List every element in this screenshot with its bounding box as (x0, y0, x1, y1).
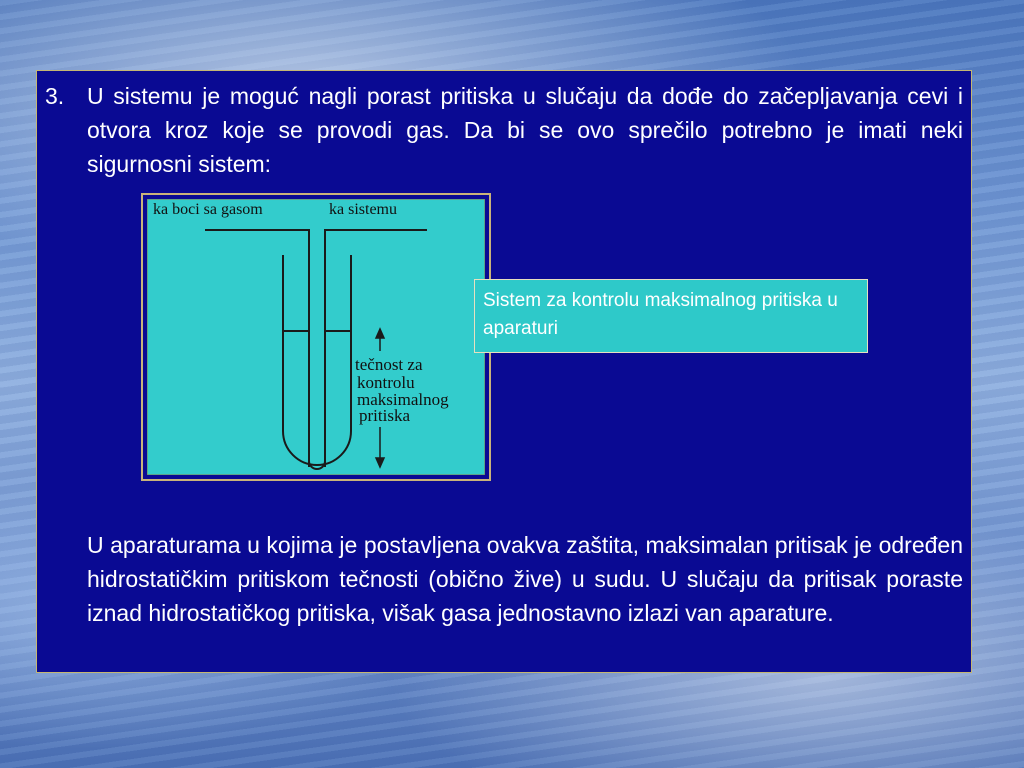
label-to-system: ka sistemu (329, 201, 397, 218)
content-panel (36, 70, 972, 673)
liquid-label-line-1: tečnost za (355, 355, 423, 374)
point-paragraph (45, 79, 963, 181)
body-paragraph: U aparaturama u kojima je postavljena ovakva zaštita, maksimalan pritisak je određen hidrostatičkim pritiskom tečnosti (obično žive) u sudu. U slučaju da pritisak poraste iznad hidrostatičkog pritiska, višak gasa jednostavno izlazi van aparature. (87, 532, 963, 626)
u-tube-drawing (147, 199, 485, 475)
point-text: U sistemu je moguć nagli porast pritiska u slučaju da dođe do začepljavanja cevi i otvora kroz koje se provodi gas. Da bi se ovo sprečilo potrebno je imati neki sigurnosni sistem: (87, 83, 963, 177)
point-number: 3. (45, 83, 65, 109)
liquid-label-line-2: kontrolu (357, 373, 415, 392)
diagram-background (147, 199, 485, 475)
diagram-callout: Sistem za kontrolu maksimalnog pritiska u aparaturi (474, 279, 868, 353)
liquid-label-line-4: pritiska (359, 406, 410, 425)
label-to-gas-bottle: ka boci sa gasom (153, 201, 263, 218)
safety-system-diagram (141, 193, 491, 481)
liquid-label-line-3: maksimalnog (357, 390, 449, 409)
